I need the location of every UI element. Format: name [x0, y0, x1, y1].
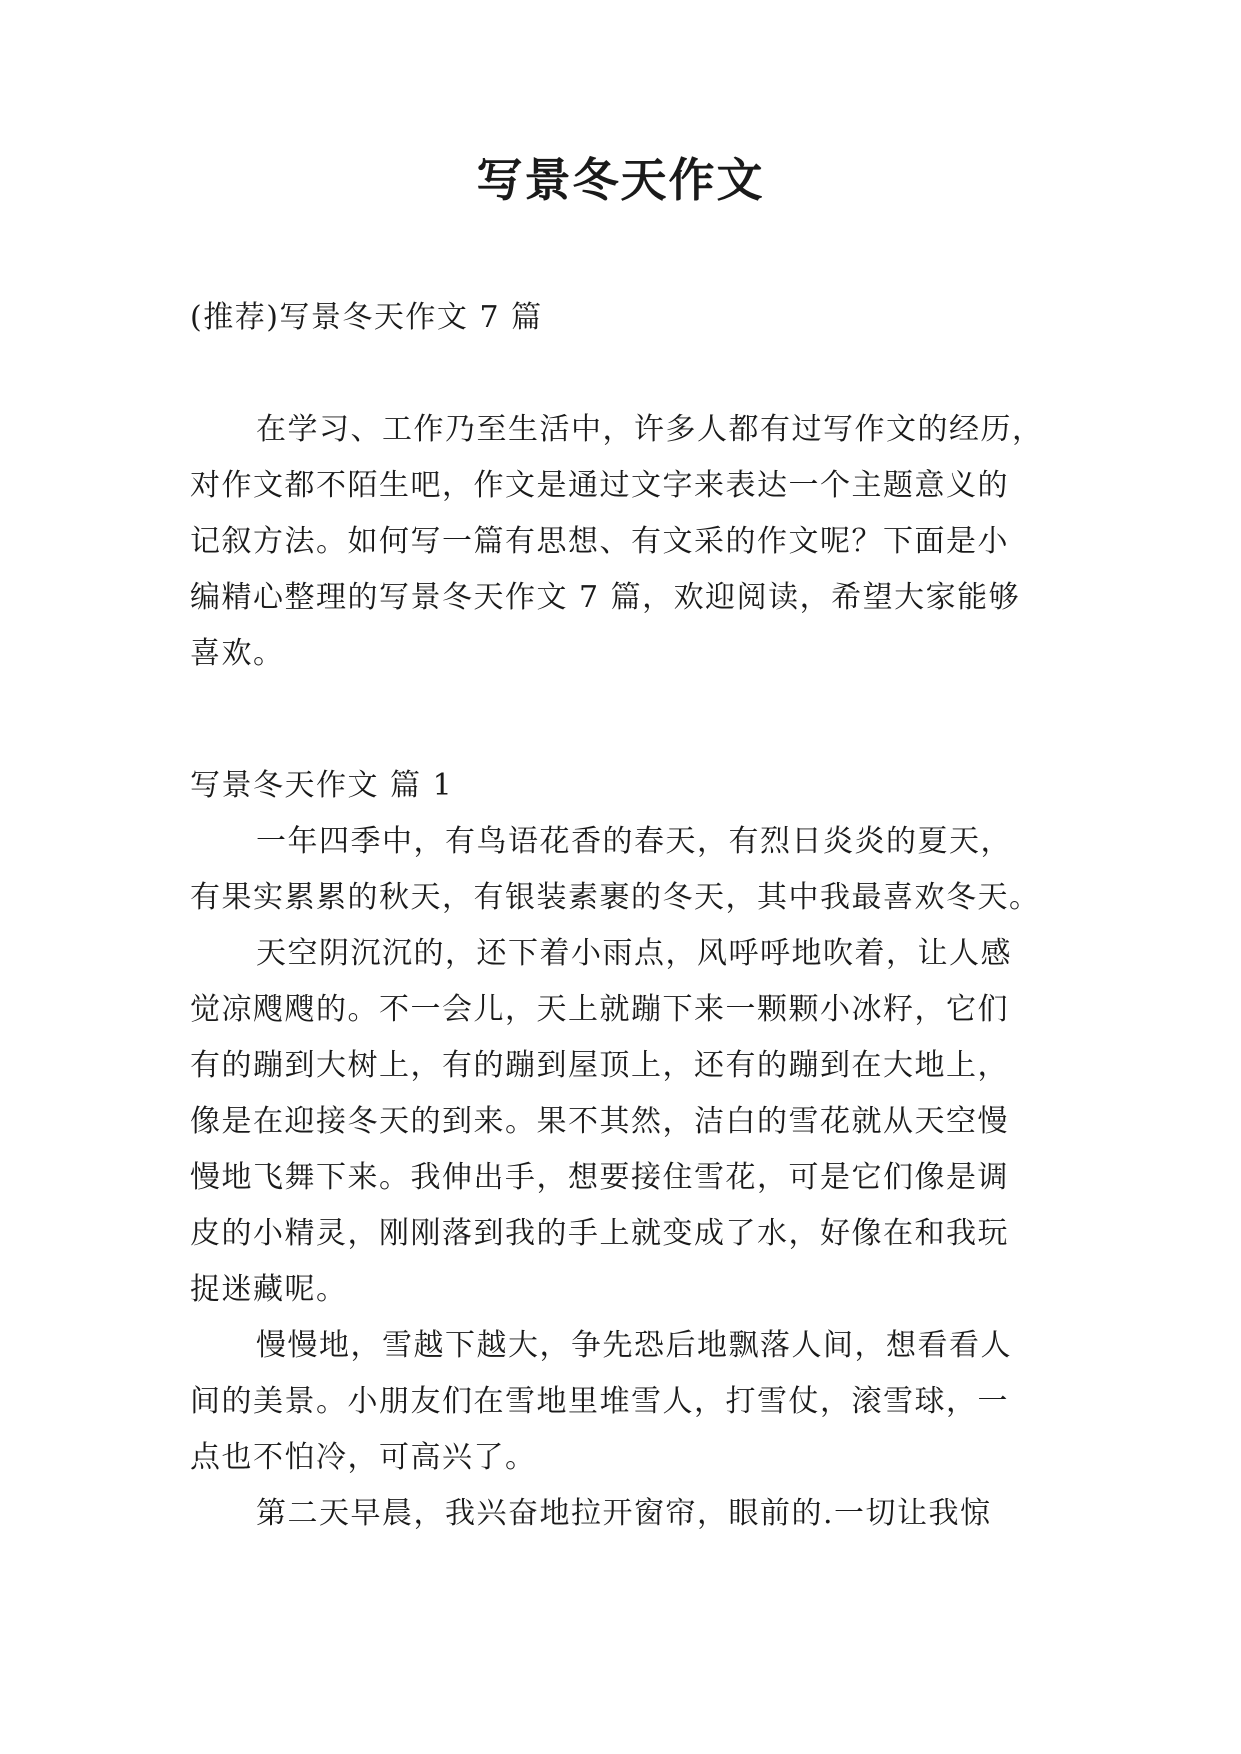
- essay-line: 捉迷藏呢。: [190, 1272, 348, 1307]
- essay-line: 慢地飞舞下来。我伸出手，想要接住雪花，可是它们像是调: [190, 1160, 1009, 1195]
- essay-line: 有的蹦到大树上，有的蹦到屋顶上，还有的蹦到在大地上，: [190, 1048, 1009, 1083]
- essay-line: 觉凉飕飕的。不一会儿，天上就蹦下来一颗颗小冰籽，它们: [190, 992, 1009, 1027]
- essay-line: 间的美景。小朋友们在雪地里堆雪人，打雪仗，滚雪球，一: [190, 1384, 1009, 1419]
- essay-line: 天空阴沉沉的，还下着小雨点，风呼呼地吹着，让人感: [256, 936, 1012, 971]
- intro-line: 喜欢。: [190, 636, 285, 671]
- intro-line: 编精心整理的写景冬天作文 7 篇，欢迎阅读，希望大家能够: [190, 580, 1021, 615]
- intro-line: 在学习、工作乃至生活中，许多人都有过写作文的经历，: [256, 412, 1044, 447]
- essay-line: 有果实累累的秋天，有银装素裹的冬天，其中我最喜欢冬天。: [190, 880, 1041, 915]
- essay-body: [190, 814, 1070, 1542]
- section-heading: 写景冬天作文 篇 1: [190, 768, 454, 803]
- essay-line: 像是在迎接冬天的到来。果不其然，洁白的雪花就从天空慢: [190, 1104, 1009, 1139]
- intro-line: 记叙方法。如何写一篇有思想、有文采的作文呢？下面是小: [190, 524, 1009, 559]
- essay-line: 慢慢地，雪越下越大，争先恐后地飘落人间，想看看人: [256, 1328, 1012, 1363]
- essay-line: 皮的小精灵，刚刚落到我的手上就变成了水，好像在和我玩: [190, 1216, 1009, 1251]
- document-subtitle: (推荐)写景冬天作文 7 篇: [190, 300, 543, 335]
- intro-paragraph: [190, 402, 1070, 682]
- essay-line: 点也不怕冷，可高兴了。: [190, 1440, 537, 1475]
- intro-line: 对作文都不陌生吧，作文是通过文字来表达一个主题意义的: [190, 468, 1009, 503]
- essay-line: 一年四季中，有鸟语花香的春天，有烈日炎炎的夏天，: [256, 824, 1012, 859]
- document-title: 写景冬天作文: [476, 153, 765, 207]
- essay-line: 第二天早晨，我兴奋地拉开窗帘，眼前的.一切让我惊: [256, 1496, 992, 1531]
